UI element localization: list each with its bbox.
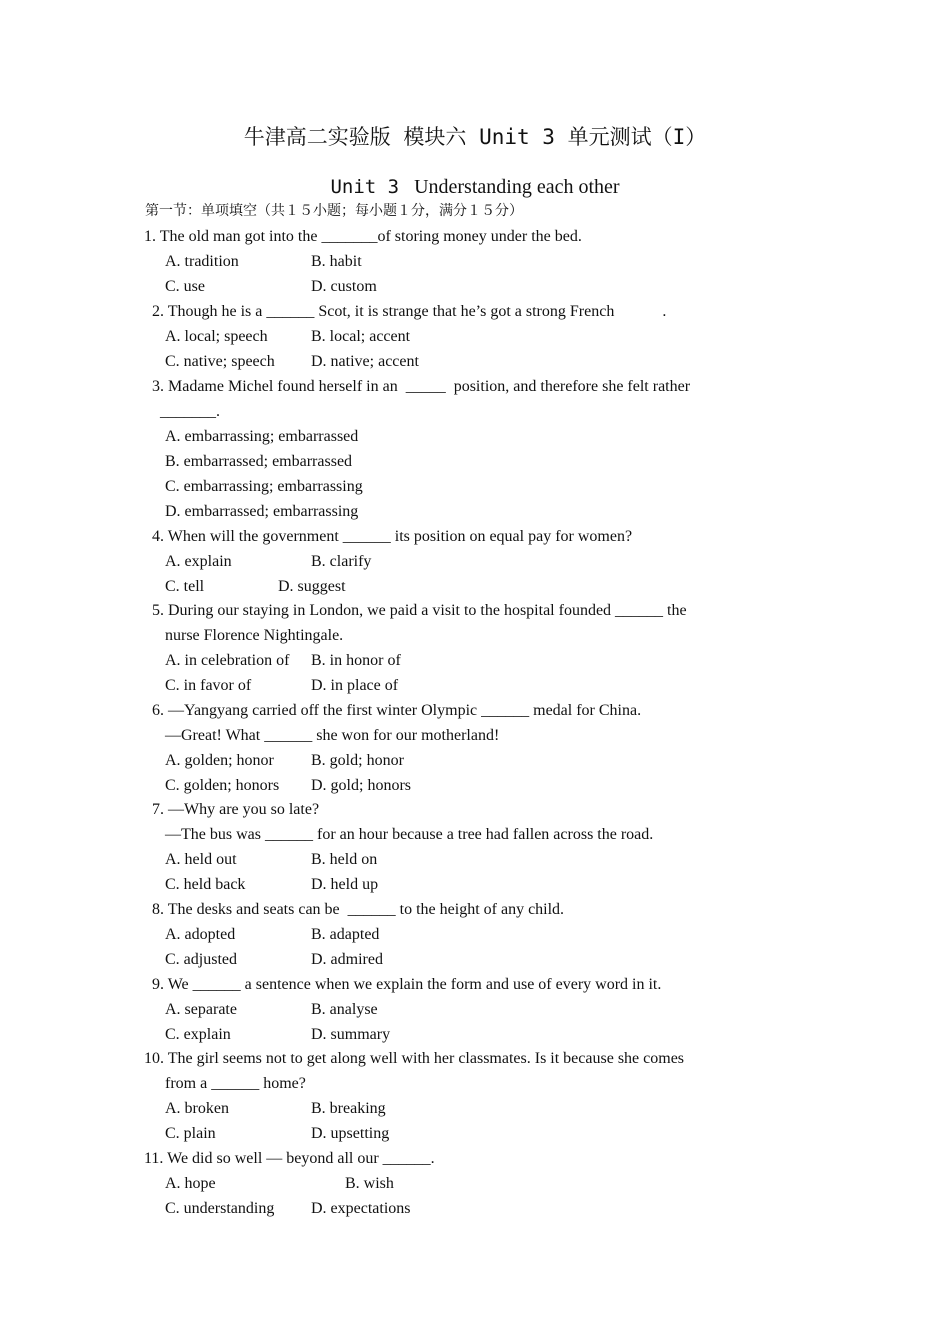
option-d: D. expectations bbox=[311, 1200, 411, 1217]
question-stem: 5. During our staying in London, we paid a visit to the hospital founded ______ the bbox=[152, 602, 687, 619]
option-c: C. embarrassing; embarrassing bbox=[165, 478, 363, 495]
question-stem-continuation: _______. bbox=[160, 403, 220, 420]
question-stem: 3. Madame Michel found herself in an _____ position, and therefore she felt rather bbox=[152, 378, 691, 395]
option-b: B. held on bbox=[311, 851, 378, 868]
option-b: B. in honor of bbox=[311, 652, 401, 669]
option-a: A. adopted bbox=[165, 926, 236, 943]
option-d: D. upsetting bbox=[311, 1125, 390, 1142]
option-d: D. native; accent bbox=[311, 353, 419, 370]
question-stem: 9. We ______ a sentence when we explain the form and use of every word in it. bbox=[152, 976, 662, 993]
option-c: C. held back bbox=[165, 876, 246, 893]
option-a: A. golden; honor bbox=[165, 752, 274, 769]
question-stem: 1. The old man got into the _______of storing money under the bed. bbox=[144, 228, 582, 245]
option-d: D. embarrassed; embarrassing bbox=[165, 503, 359, 520]
option-a: A. in celebration of bbox=[165, 652, 290, 669]
option-c: C. golden; honors bbox=[165, 777, 280, 794]
option-a: A. tradition bbox=[165, 253, 239, 270]
question-stem: 7. —Why are you so late? bbox=[152, 801, 320, 818]
option-c: C. tell bbox=[165, 578, 205, 595]
question-stem: 10. The girl seems not to get along well with her classmates. Is it because she comes bbox=[144, 1050, 685, 1067]
option-a: A. hope bbox=[165, 1175, 216, 1192]
option-d: D. gold; honors bbox=[311, 777, 411, 794]
option-a: A. held out bbox=[165, 851, 237, 868]
question-stem-continuation: —The bus was ______ for an hour because a tree had fallen across the road. bbox=[165, 826, 654, 843]
question-stem: 6. —Yangyang carried off the first winter Olympic ______ medal for China. bbox=[152, 702, 642, 719]
option-b: B. habit bbox=[311, 253, 362, 270]
option-b: B. gold; honor bbox=[311, 752, 404, 769]
question-stem: 11. We did so well — beyond all our ______. bbox=[144, 1150, 435, 1167]
question-stem: 8. The desks and seats can be ______ to the height of any child. bbox=[152, 901, 565, 918]
option-b: B. adapted bbox=[311, 926, 380, 943]
option-b: B. analyse bbox=[311, 1001, 378, 1018]
option-c: C. plain bbox=[165, 1125, 216, 1142]
option-b: B. embarrassed; embarrassed bbox=[165, 453, 353, 470]
option-b: B. clarify bbox=[311, 553, 372, 570]
question-stem-continuation: —Great! What ______ she won for our motherland! bbox=[165, 727, 500, 744]
question-stem: 2. Though he is a ______ Scot, it is strange that he’s got a strong French . bbox=[152, 303, 667, 320]
option-a: A. separate bbox=[165, 1001, 237, 1018]
option-d: D. custom bbox=[311, 278, 377, 295]
question-stem-continuation: from a ______ home? bbox=[165, 1075, 306, 1092]
unit-subtitle bbox=[0, 174, 950, 200]
option-c: C. explain bbox=[165, 1026, 231, 1043]
question-stem: 4. When will the government ______ its position on equal pay for women? bbox=[152, 528, 633, 545]
option-b: B. wish bbox=[345, 1175, 394, 1192]
option-c: C. native; speech bbox=[165, 353, 275, 370]
option-d: D. held up bbox=[311, 876, 379, 893]
option-d: D. summary bbox=[311, 1026, 391, 1043]
unit-topic: Understanding each other bbox=[414, 176, 620, 198]
option-c: C. adjusted bbox=[165, 951, 237, 968]
option-a: A. broken bbox=[165, 1100, 229, 1117]
option-b: B. local; accent bbox=[311, 328, 411, 345]
option-a: A. explain bbox=[165, 553, 232, 570]
option-d: D. suggest bbox=[278, 578, 346, 595]
option-b: B. breaking bbox=[311, 1100, 386, 1117]
section-header: 第一节：单项填空（共１５小题；每小题１分，满分１５分） bbox=[145, 203, 523, 219]
unit-label: Unit 3 bbox=[330, 176, 400, 198]
question-stem-continuation: nurse Florence Nightingale. bbox=[165, 627, 344, 644]
option-a: A. local; speech bbox=[165, 328, 268, 345]
option-c: C. understanding bbox=[165, 1200, 275, 1217]
option-a: A. embarrassing; embarrassed bbox=[165, 428, 359, 445]
option-d: D. admired bbox=[311, 951, 383, 968]
option-c: C. use bbox=[165, 278, 205, 295]
option-d: D. in place of bbox=[311, 677, 399, 694]
document-title: 牛津高二实验版 模块六 Unit 3 单元测试（I） bbox=[243, 125, 707, 149]
option-c: C. in favor of bbox=[165, 677, 252, 694]
